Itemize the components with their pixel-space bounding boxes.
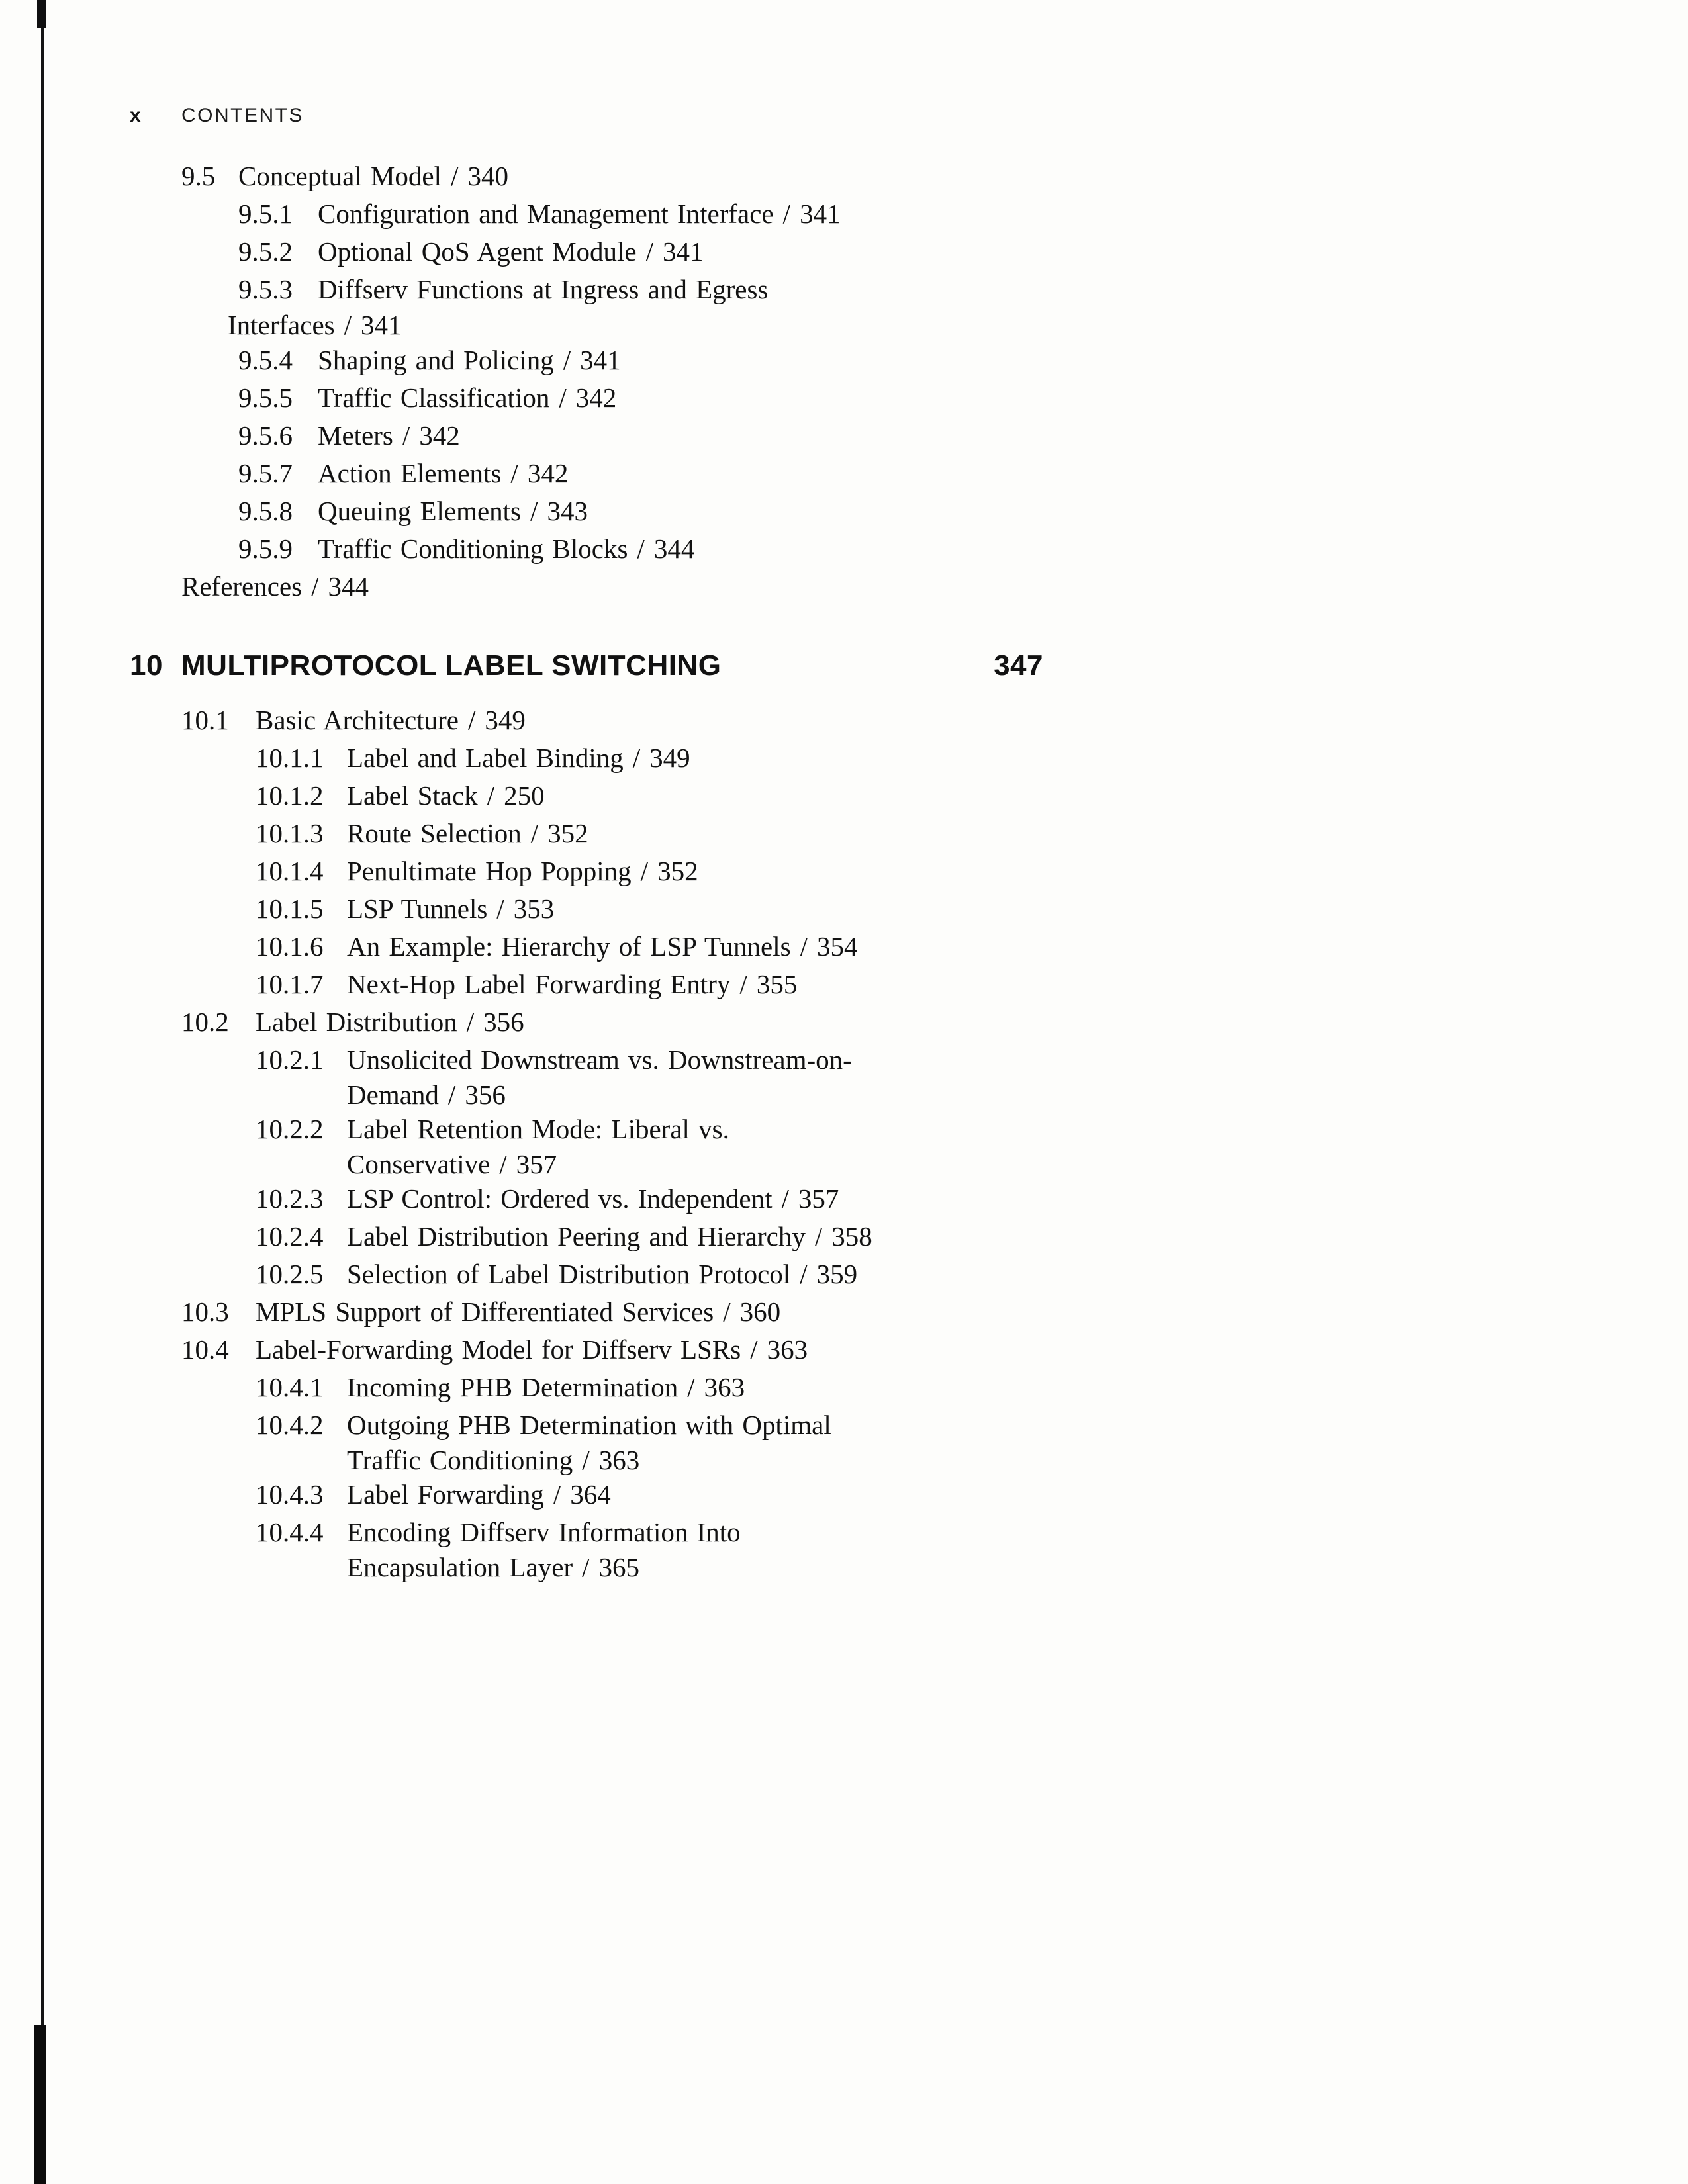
separator: / bbox=[467, 705, 476, 735]
toc-entry-title: Selection of Label Distribution Protocol bbox=[347, 1259, 791, 1289]
toc-entry bbox=[181, 1331, 1043, 1369]
toc-entry-page: 357 bbox=[516, 1149, 557, 1179]
separator: / bbox=[559, 383, 567, 413]
toc-entry bbox=[238, 530, 1043, 568]
toc-content bbox=[130, 105, 1043, 1583]
toc-entry-continuation bbox=[347, 1444, 1043, 1476]
separator: / bbox=[637, 533, 645, 564]
toc-entry-number: 10.1.5 bbox=[256, 893, 324, 924]
separator: / bbox=[311, 571, 319, 602]
chapter-number: 10 bbox=[130, 649, 163, 682]
toc-entry-title: Route Selection bbox=[347, 818, 522, 848]
toc-entry-page: 355 bbox=[756, 969, 798, 999]
toc-entry-title: Label Stack bbox=[347, 780, 478, 811]
toc-entry-page: 354 bbox=[816, 931, 858, 962]
toc-entry-page: 250 bbox=[504, 780, 545, 811]
toc-entry-number: 9.5.7 bbox=[238, 458, 293, 488]
toc-entry bbox=[181, 1003, 1043, 1041]
toc-entry bbox=[256, 1218, 1043, 1255]
toc-entry-page: 340 bbox=[467, 161, 508, 191]
separator: / bbox=[530, 818, 539, 848]
toc-entry-title: Action Elements bbox=[318, 458, 502, 488]
toc-entry-page: 344 bbox=[653, 533, 695, 564]
toc-entry bbox=[238, 417, 1043, 455]
toc-entry-page: 349 bbox=[485, 705, 526, 735]
toc-entry-title: MPLS Support of Differentiated Services bbox=[256, 1297, 714, 1327]
separator: / bbox=[800, 931, 808, 962]
toc-entry-title: Configuration and Management Interface bbox=[318, 199, 774, 229]
toc-entry-number: 10.2 bbox=[181, 1007, 229, 1037]
toc-entry-title: Outgoing PHB Determination with Optimal bbox=[347, 1410, 831, 1440]
separator: / bbox=[750, 1334, 758, 1365]
toc-entry bbox=[238, 271, 1043, 308]
toc-entry-number: 10.1 bbox=[181, 705, 229, 735]
toc-entry-page: 352 bbox=[657, 856, 698, 886]
toc-entry bbox=[256, 777, 1043, 815]
toc-entry-number: 10.1.2 bbox=[256, 780, 324, 811]
separator: / bbox=[499, 1149, 507, 1179]
toc-entry-page: 364 bbox=[570, 1479, 611, 1510]
toc-entry-number: 10.4.1 bbox=[256, 1372, 324, 1402]
separator: / bbox=[530, 496, 538, 526]
toc-entry-number: 9.5.5 bbox=[238, 383, 293, 413]
running-head: CONTENTS bbox=[181, 105, 304, 126]
toc-entry-title: Next-Hop Label Forwarding Entry bbox=[347, 969, 731, 999]
separator: / bbox=[632, 743, 641, 773]
toc-entry-page: 343 bbox=[547, 496, 588, 526]
toc-entry-number: 10.4 bbox=[181, 1334, 229, 1365]
toc-entry bbox=[238, 455, 1043, 492]
toc-entry-number: 10.4.4 bbox=[256, 1517, 324, 1547]
toc-entry bbox=[256, 890, 1043, 928]
toc-entry-number: 10.1.6 bbox=[256, 931, 324, 962]
toc-entry bbox=[256, 1111, 1043, 1148]
toc-entry-title: Unsolicited Downstream vs. Downstream-on- bbox=[347, 1044, 852, 1075]
toc-entry-page: 341 bbox=[663, 236, 704, 267]
toc-entry-number: 9.5.1 bbox=[238, 199, 293, 229]
toc-entry-number: 10.1.1 bbox=[256, 743, 324, 773]
toc-entry-number: 10.1.3 bbox=[256, 818, 324, 848]
toc-entry-page: 356 bbox=[483, 1007, 524, 1037]
toc-entry-continuation bbox=[228, 308, 1043, 341]
separator: / bbox=[781, 1183, 789, 1214]
toc-entry-title-continued: Traffic Conditioning bbox=[347, 1445, 573, 1475]
toc-entry-number: 10.2.2 bbox=[256, 1114, 324, 1144]
chapter-heading bbox=[130, 647, 1043, 684]
toc-entry bbox=[238, 492, 1043, 530]
toc-entry-references bbox=[181, 568, 1043, 606]
toc-entry-title: LSP Tunnels bbox=[347, 893, 488, 924]
toc-entry-title: Queuing Elements bbox=[318, 496, 522, 526]
toc-entry-page: 341 bbox=[800, 199, 841, 229]
toc-entry-page: 341 bbox=[580, 345, 621, 375]
chapter-page: 347 bbox=[994, 649, 1043, 682]
toc-entry-number: 10.1.7 bbox=[256, 969, 324, 999]
toc-entry-continuation bbox=[347, 1079, 1043, 1111]
toc-entry bbox=[256, 815, 1043, 852]
toc-entry-continuation bbox=[347, 1148, 1043, 1180]
toc-entry-page: 363 bbox=[767, 1334, 808, 1365]
separator: / bbox=[466, 1007, 475, 1037]
toc-entry bbox=[238, 233, 1043, 271]
toc-entry-page: 365 bbox=[598, 1552, 640, 1582]
toc-entry-title: Diffserv Functions at Ingress and Egress bbox=[318, 274, 769, 304]
toc-entry-number: 10.2.4 bbox=[256, 1221, 324, 1251]
toc-entry-number: 9.5.8 bbox=[238, 496, 293, 526]
separator: / bbox=[640, 856, 649, 886]
toc-entry bbox=[256, 1255, 1043, 1293]
toc-entry-title-continued: Interfaces bbox=[228, 310, 335, 340]
toc-entry-title: Label Distribution bbox=[256, 1007, 457, 1037]
separator: / bbox=[687, 1372, 695, 1402]
toc-entry-title: LSP Control: Ordered vs. Independent bbox=[347, 1183, 773, 1214]
toc-entry-title: Encoding Diffserv Information Into bbox=[347, 1517, 741, 1547]
toc-entry-title: Traffic Conditioning Blocks bbox=[318, 533, 628, 564]
toc-entry-number: 9.5 bbox=[181, 161, 216, 191]
separator: / bbox=[563, 345, 571, 375]
toc-entry-title: Meters bbox=[318, 420, 393, 451]
toc-entry-title: Label and Label Binding bbox=[347, 743, 624, 773]
toc-entry bbox=[256, 1406, 1043, 1444]
toc-entry bbox=[256, 1476, 1043, 1514]
scan-artifact-left-line bbox=[41, 0, 44, 2184]
toc-entry-number: 10.1.4 bbox=[256, 856, 324, 886]
toc-entry-page: 342 bbox=[527, 458, 569, 488]
separator: / bbox=[645, 236, 654, 267]
toc-entry bbox=[238, 379, 1043, 417]
toc-entry-page: 357 bbox=[798, 1183, 839, 1214]
toc-entry-title: An Example: Hierarchy of LSP Tunnels bbox=[347, 931, 791, 962]
separator: / bbox=[451, 161, 459, 191]
toc-entry-title: Penultimate Hop Popping bbox=[347, 856, 632, 886]
toc-entry-page: 358 bbox=[831, 1221, 872, 1251]
toc-entry bbox=[256, 928, 1043, 966]
toc-entry-number: 9.5.3 bbox=[238, 274, 293, 304]
separator: / bbox=[800, 1259, 808, 1289]
toc-entry bbox=[256, 1369, 1043, 1406]
toc-entry-title: Traffic Classification bbox=[318, 383, 550, 413]
toc-entry-page: 363 bbox=[598, 1445, 640, 1475]
toc-entry-title: Optional QoS Agent Module bbox=[318, 236, 637, 267]
toc-entry-title-continued: Demand bbox=[347, 1079, 439, 1110]
toc-entry-title-continued: Encapsulation Layer bbox=[347, 1552, 573, 1582]
page-header bbox=[130, 105, 1043, 127]
toc-entry bbox=[256, 1041, 1043, 1079]
toc-entry-title: References bbox=[181, 571, 303, 602]
separator: / bbox=[723, 1297, 731, 1327]
separator: / bbox=[496, 893, 504, 924]
chapter-title: MULTIPROTOCOL LABEL SWITCHING bbox=[181, 649, 722, 682]
toc-entry-number: 9.5.6 bbox=[238, 420, 293, 451]
toc-entry-title: Incoming PHB Determination bbox=[347, 1372, 679, 1402]
toc-entry-number: 10.2.5 bbox=[256, 1259, 324, 1289]
separator: / bbox=[553, 1479, 561, 1510]
scan-artifact-top-left bbox=[37, 0, 46, 28]
toc-entry-page: 352 bbox=[547, 818, 588, 848]
toc-entry bbox=[256, 966, 1043, 1003]
toc-entry bbox=[256, 739, 1043, 777]
toc-entry-number: 9.5.2 bbox=[238, 236, 293, 267]
toc-entry-title: Label Distribution Peering and Hierarchy bbox=[347, 1221, 806, 1251]
toc-entry bbox=[181, 158, 1043, 195]
toc-entry-page: 359 bbox=[816, 1259, 858, 1289]
separator: / bbox=[402, 420, 410, 451]
toc-entry-page: 356 bbox=[465, 1079, 506, 1110]
toc-entry-page: 341 bbox=[361, 310, 402, 340]
toc-entry-page: 344 bbox=[328, 571, 369, 602]
toc-entry-title-continued: Conservative bbox=[347, 1149, 491, 1179]
toc-entry-number: 10.4.3 bbox=[256, 1479, 324, 1510]
separator: / bbox=[782, 199, 791, 229]
toc-entry bbox=[256, 1514, 1043, 1551]
separator: / bbox=[582, 1552, 590, 1582]
separator: / bbox=[344, 310, 352, 340]
toc-entry-title: Conceptual Model bbox=[238, 161, 442, 191]
toc-entry-continuation bbox=[347, 1551, 1043, 1583]
toc-entry-number: 10.2.3 bbox=[256, 1183, 324, 1214]
toc-entry bbox=[181, 702, 1043, 739]
toc-entry bbox=[181, 1293, 1043, 1331]
toc-entry-title: Label Forwarding bbox=[347, 1479, 544, 1510]
toc-entry-number: 9.5.4 bbox=[238, 345, 293, 375]
toc-entry-page: 360 bbox=[739, 1297, 781, 1327]
toc-entry-title: Label-Forwarding Model for Diffserv LSRs bbox=[256, 1334, 741, 1365]
separator: / bbox=[582, 1445, 590, 1475]
toc-entry-number: 10.3 bbox=[181, 1297, 229, 1327]
toc-entry bbox=[238, 195, 1043, 233]
separator: / bbox=[447, 1079, 456, 1110]
scan-artifact-bottom-left bbox=[34, 2025, 46, 2184]
toc-entry-title: Label Retention Mode: Liberal vs. bbox=[347, 1114, 729, 1144]
separator: / bbox=[487, 780, 495, 811]
toc-entry-number: 10.2.1 bbox=[256, 1044, 324, 1075]
toc-entry-page: 363 bbox=[704, 1372, 745, 1402]
separator: / bbox=[510, 458, 518, 488]
page-folio: x bbox=[130, 105, 141, 126]
toc-entry-page: 342 bbox=[419, 420, 460, 451]
toc-entry bbox=[256, 1180, 1043, 1218]
separator: / bbox=[739, 969, 747, 999]
toc-entry bbox=[256, 852, 1043, 890]
toc-entry-number: 9.5.9 bbox=[238, 533, 293, 564]
toc-entry-page: 353 bbox=[513, 893, 555, 924]
toc-entry-title: Shaping and Policing bbox=[318, 345, 554, 375]
toc-entry-number: 10.4.2 bbox=[256, 1410, 324, 1440]
toc-entry bbox=[238, 341, 1043, 379]
toc-entry-title: Basic Architecture bbox=[256, 705, 459, 735]
toc-entry-page: 342 bbox=[575, 383, 617, 413]
toc-entry-page: 349 bbox=[649, 743, 690, 773]
separator: / bbox=[814, 1221, 823, 1251]
